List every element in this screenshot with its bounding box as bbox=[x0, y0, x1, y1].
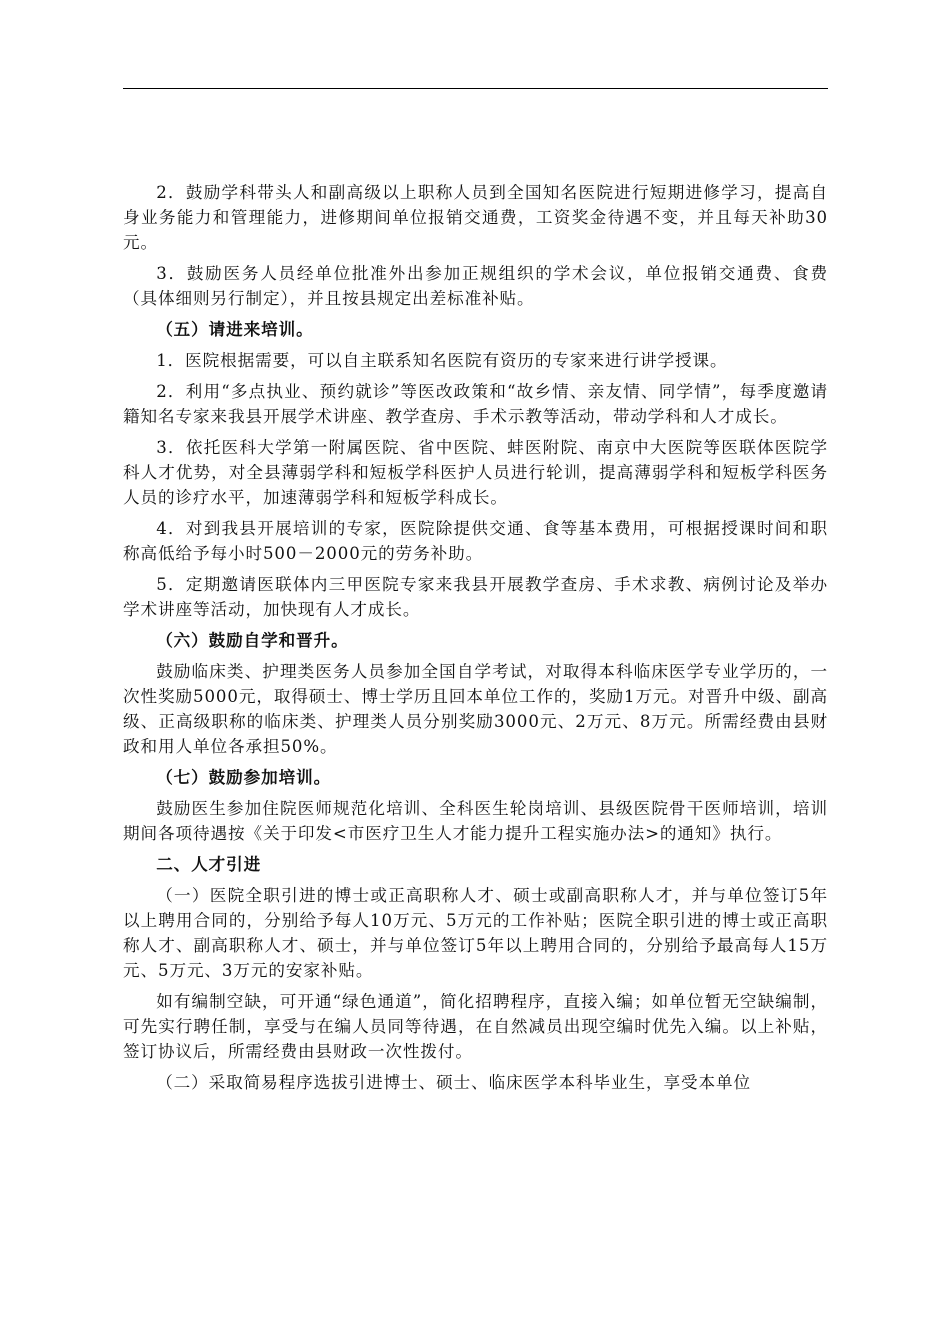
paragraph-3-academic-meetings: 3．鼓励医务人员经单位批准外出参加正规组织的学术会议，单位报销交通费、食费（具体细则另行制定），并且按县规定出差标准补贴。 bbox=[123, 264, 828, 308]
paragraph-self-study-rewards: 鼓励临床类、护理类医务人员参加全国自学考试，对取得本科临床医学专业学历的，一次性奖励5000元，取得硕士、博士学历且回本单位工作的，奖励1万元。对晋升中级、副高级、正高级职称的临床类、护理类人员分别奖励3000元、2万元、8万元。所需经费由县财政和用人单位各承担50%。 bbox=[123, 662, 828, 756]
paragraph-1-expert-lectures: 1．医院根据需要，可以自主联系知名医院有资历的专家来进行讲学授课。 bbox=[156, 351, 728, 370]
paragraph-talent-subsidies: （一）医院全职引进的博士或正高职称人才、硕士或副高职称人才，并与单位签订5年以上聘用合同的，分别给予每人10万元、5万元的工作补贴；医院全职引进的博士或正高职称人才、副高职称人才、硕士，并与单位签订5年以上聘用合同的，分别给予最高每人15万元、5万元、3万元的安家补贴。 bbox=[123, 886, 828, 980]
paragraph-2-multi-site-practice: 2．利用“多点执业、预约就诊”等医改政策和“故乡情、亲友情、同学情”，每季度邀请籍知名专家来我县开展学术讲座、教学查房、手术示教等活动，带动学科和人才成长。 bbox=[123, 382, 828, 426]
paragraph-green-channel: 如有编制空缺，可开通“绿色通道”，简化招聘程序，直接入编；如单位暂无空缺编制，可先实行聘任制，享受与在编人员同等待遇，在自然减员出现空编时优先入编。以上补贴，签订协议后，所需经费由县财政一次性拨付。 bbox=[123, 992, 828, 1061]
paragraph-simplified-selection: （二）采取简易程序选拔引进博士、硕士、临床医学本科毕业生，享受本单位 bbox=[156, 1073, 751, 1092]
document-body bbox=[123, 180, 828, 1101]
paragraph-residency-training: 鼓励医生参加住院医师规范化培训、全科医生轮岗培训、县级医院骨干医师培训，培训期间各项待遇按《关于印发<市医疗卫生人才能力提升工程实施办法>的通知》执行。 bbox=[123, 799, 828, 843]
section-heading-talent-introduction: 二、人才引进 bbox=[156, 854, 262, 874]
paragraph-5-regular-invitations: 5．定期邀请医联体内三甲医院专家来我县开展教学查房、手术求教、病例讨论及举办学术讲座等活动，加快现有人才成长。 bbox=[123, 575, 828, 619]
paragraph-4-expert-allowance: 4．对到我县开展培训的专家，医院除提供交通、食等基本费用，可根据授课时间和职称高低给予每小时500－2000元的劳务补助。 bbox=[123, 519, 828, 563]
paragraph-2-advanced-study: 2．鼓励学科带头人和副高级以上职称人员到全国知名医院进行短期进修学习，提高自身业务能力和管理能力，进修期间单位报销交通费，工资奖金待遇不变，并且每天补助30元。 bbox=[123, 183, 828, 252]
paragraph-3-alliance-hospitals: 3．依托医科大学第一附属医院、省中医院、蚌医附院、南京中大医院等医联体医院学科人才优势，对全县薄弱学科和短板学科医护人员进行轮训，提高薄弱学科和短板学科医务人员的诊疗水平，加速薄弱学科和短板学科成长。 bbox=[123, 438, 828, 507]
header-rule bbox=[123, 88, 828, 89]
section-heading-invite-training: （五）请进来培训。 bbox=[156, 319, 314, 339]
section-heading-self-study: （六）鼓励自学和晋升。 bbox=[156, 630, 349, 650]
section-heading-training-participation: （七）鼓励参加培训。 bbox=[156, 767, 332, 787]
